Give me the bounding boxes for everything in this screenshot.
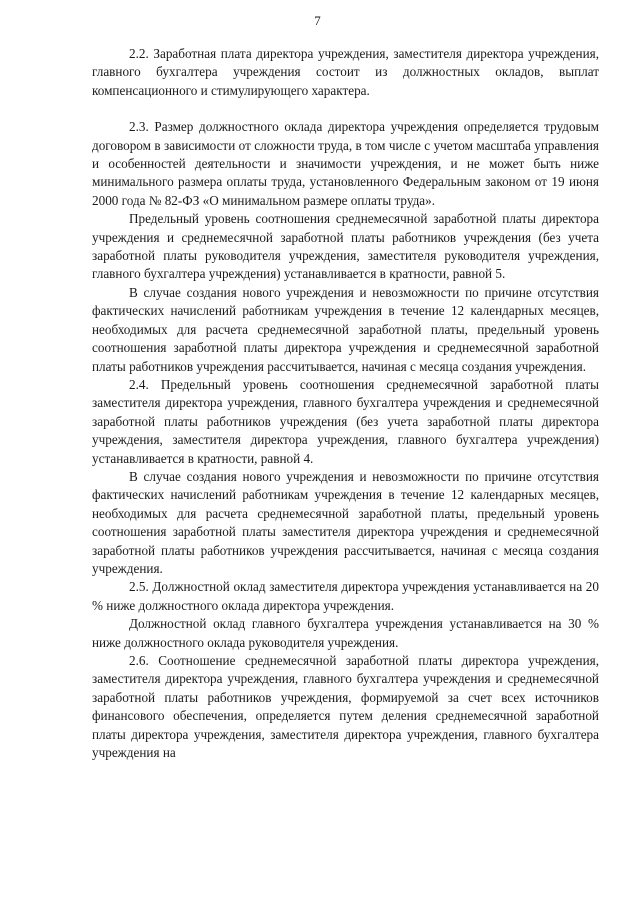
paragraph-ratio-director: Предельный уровень соотношения среднемесячной заработной платы директора учреждения и среднемесячной заработной платы работников учреждения (без учета заработной платы руководителя учреждения, заместителя руководителя учреждения, главного бухгалтера учреждения) устанавливается в кратности, равной 5. [92,211,599,282]
paragraph-2-6: 2.6. Соотношение среднемесячной заработной платы директора учреждения, заместителя директора учреждения, главного бухгалтера учреждения и среднемесячной заработной платы работников учреждения, формируемой за счет всех источников финансового обеспечения, определяется путем деления среднемесячной заработной платы директора учреждения, заместителя директора учреждения, главного бухгалтера учреждения на [92,653,599,761]
document-body [92,45,599,762]
paragraph-2-5: 2.5. Должностной оклад заместителя директора учреждения устанавливается на 20 % ниже должностного оклада директора учреждения. [92,579,599,613]
paragraph-2-3: 2.3. Размер должностного оклада директора учреждения определяется трудовым договором в зависимости от сложности труда, в том числе с учетом масштаба управления и особенностей деятельности и значимости учреждения, и не может быть ниже минимального размера оплаты труда, установленного Федеральным законом от 19 июня 2000 года № 82-ФЗ «О минимальном размере оплаты труда». [92,119,599,208]
paragraph-chief-accountant-salary: Должностной оклад главного бухгалтера учреждения устанавливается на 30 % ниже должностного оклада руководителя учреждения. [92,616,599,650]
page-number: 7 [314,13,321,28]
paragraph-new-institution-deputy: В случае создания нового учреждения и невозможности по причине отсутствия фактических начислений работникам учреждения в течение 12 календарных месяцев, необходимых для расчета среднемесячной заработной платы, предельный уровень соотношения заработной платы заместителя директора учреждения и среднемесячной заработной платы работников учреждения рассчитывается, начиная с месяца создания учреждения. [92,468,599,576]
paragraph-2-2: 2.2. Заработная плата директора учреждения, заместителя директора учреждения, главного бухгалтера учреждения состоит из должностных окладов, выплат компенсационного и стимулирующего характера. [92,46,599,98]
paragraph-new-institution-director: В случае создания нового учреждения и невозможности по причине отсутствия фактических начислений работникам учреждения в течение 12 календарных месяцев, необходимых для расчета среднемесячной заработной платы, предельный уровень соотношения заработной платы директора учреждения и среднемесячной заработной платы работников учреждения рассчитывается, начиная с месяца создания учреждения. [92,284,599,374]
paragraph-2-4: 2.4. Предельный уровень соотношения среднемесячной заработной платы заместителя директора учреждения, главного бухгалтера учреждения и среднемесячной заработной платы работников учреждения (без учета заработной платы директора учреждения, заместителя директора учреждения, главного бухгалтера учреждения) устанавливается в кратности, равной 4. [92,376,599,466]
